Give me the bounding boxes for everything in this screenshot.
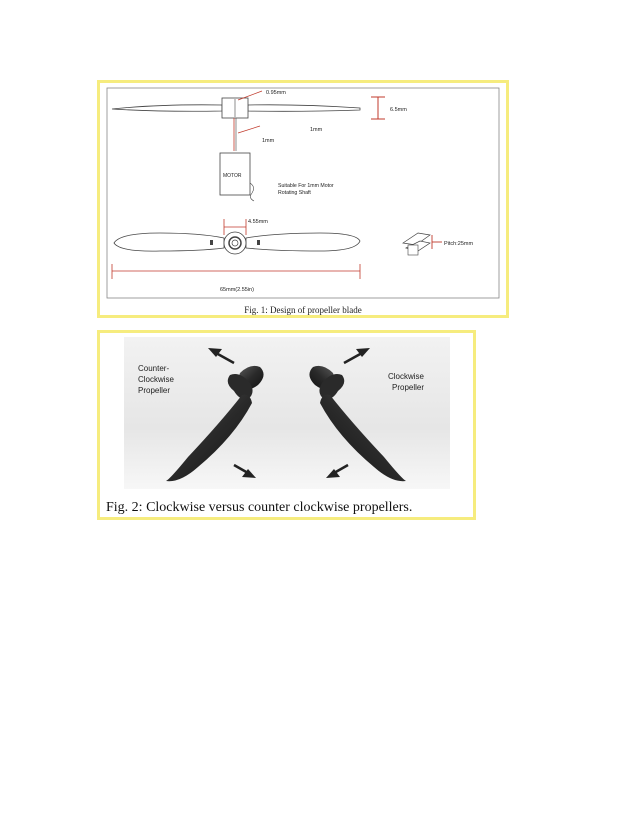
figure-1-caption: Fig. 1: Design of propeller blade	[244, 305, 362, 315]
figure-1	[97, 80, 509, 318]
ccw-label-line2: Clockwise	[138, 375, 175, 384]
label-motor: MOTOR	[223, 173, 242, 179]
bottom-blade-left	[114, 233, 224, 251]
label-shaft-2: 1mm	[262, 138, 275, 144]
label-hub-gap: 0.95mm	[266, 90, 286, 96]
propeller-design-drawing	[100, 83, 506, 315]
cw-label-line1: Clockwise	[388, 372, 425, 381]
photo-background	[124, 337, 450, 489]
label-pitch: Pitch:25mm	[444, 241, 474, 247]
label-note-line1: Suitable For 1mm Motor	[278, 183, 334, 189]
label-hub-width: 4.55mm	[248, 219, 268, 225]
figure-2	[97, 330, 476, 520]
label-blade-thickness: 6.5mm	[390, 107, 407, 113]
bottom-blade-right	[246, 233, 360, 251]
propeller-photo	[100, 333, 473, 517]
label-note-line2: Rotating Shaft	[278, 190, 311, 196]
ccw-label-line1: Counter-	[138, 364, 170, 373]
ccw-label-line3: Propeller	[138, 386, 171, 395]
figure-2-caption: Fig. 2: Clockwise versus counter clockwise propellers.	[106, 500, 413, 515]
label-shaft: 1mm	[310, 127, 323, 133]
cw-label-line2: Propeller	[392, 383, 425, 392]
label-length: 65mm(2.55in)	[220, 287, 254, 293]
